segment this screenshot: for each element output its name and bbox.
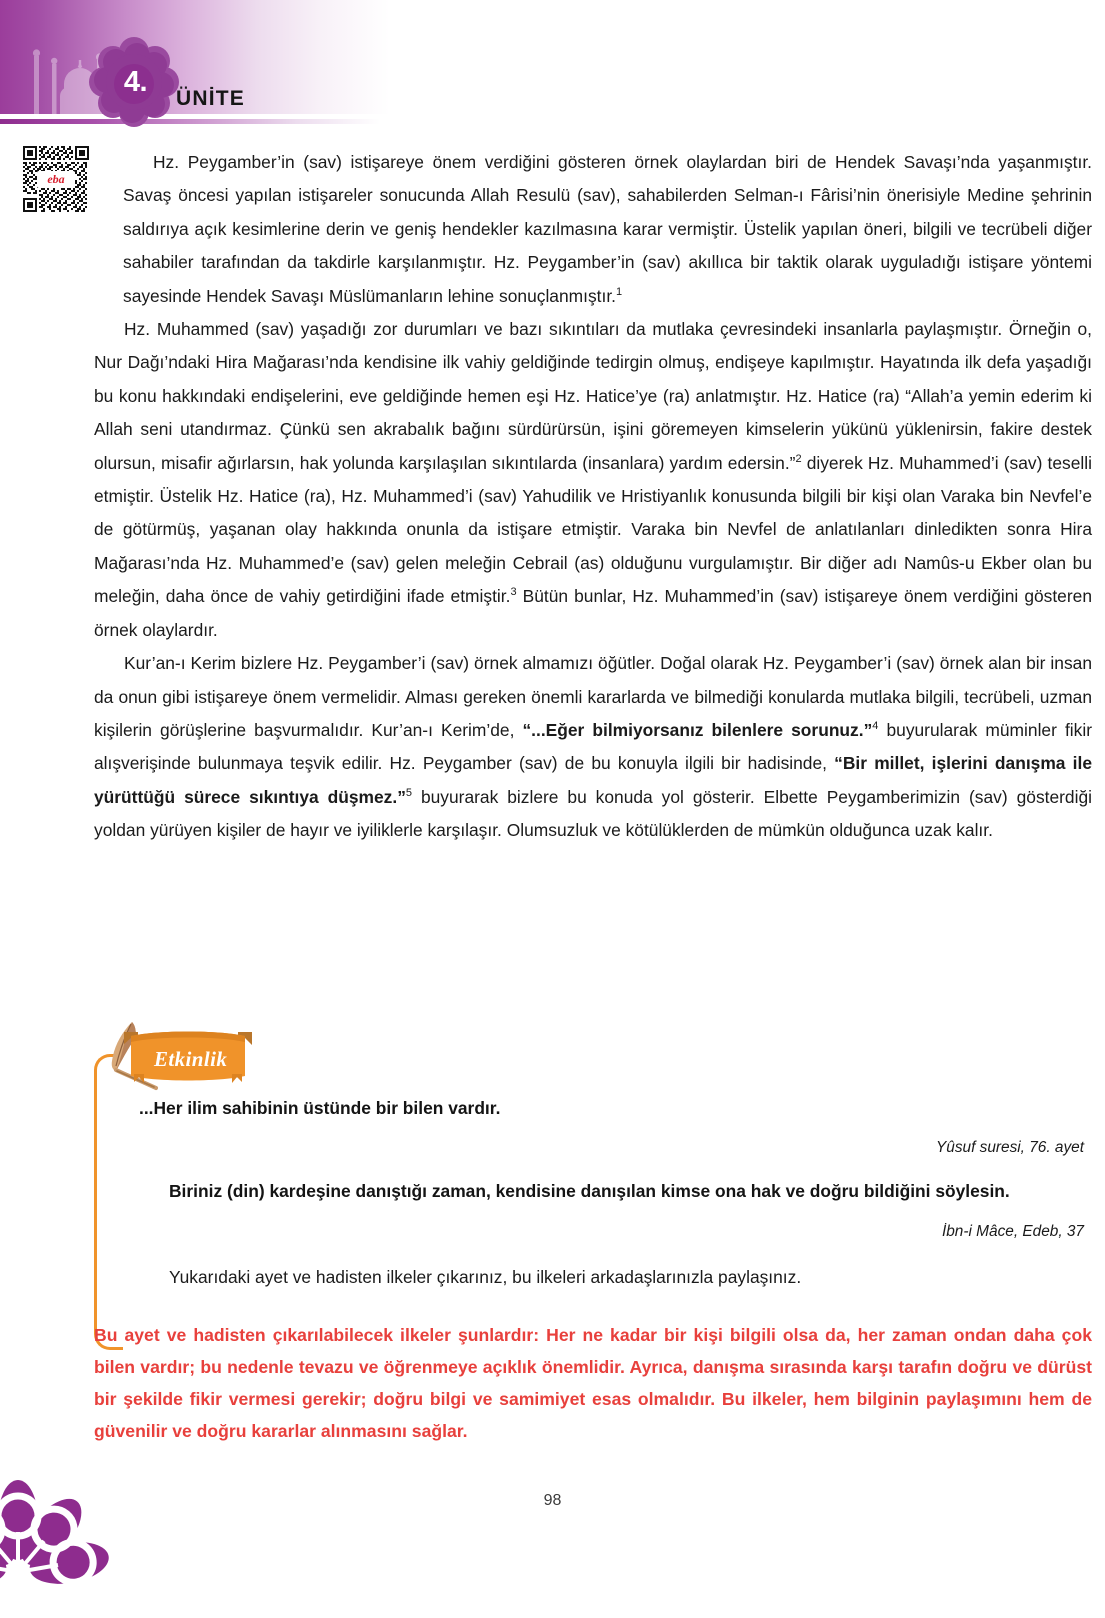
hadith-text: Biriniz (din) kardeşine danıştığı zaman, kendisine danışılan kimse ona hak ve doğru bildiğini söylesin. — [169, 1181, 1010, 1202]
unit-badge — [88, 36, 180, 128]
paragraph-2 — [94, 313, 1092, 647]
eba-logo: eba — [37, 171, 75, 188]
qr-code-icon[interactable] — [23, 146, 89, 212]
verse-source: Yûsuf suresi, 76. ayet — [936, 1139, 1084, 1157]
paragraph-3 — [94, 647, 1092, 847]
unit-number: 4. — [123, 65, 148, 98]
main-content — [94, 146, 1092, 848]
floral-rosette-icon — [0, 1442, 148, 1618]
paragraph-1 — [94, 146, 1092, 313]
footnote-ref-5: 5 — [405, 786, 413, 799]
paragraph-1-text: Hz. Peygamber’in (sav) istişareye önem verdiğini gösteren örnek olaylardan biri de Hendek Savaşı’nda yaşanmıştır. Savaş öncesi yapılan istişareler sonucunda Allah Resulü (sav), sahabilerden Selman-ı Fârisi’nin önerisiyle Medine şehrinin saldırıya açık kesimlerine derin ve geniş hendekler kazılmasına karar vermiştir. Üstelik yapılan öneri, bilgili ve tecrübeli diğer sahabiler tarafından da takdirle karşılanmıştır. Hz. Peygamber’in (sav) akıllıca bir taktik olarak uyguladığı istişare yöntemi sayesinde Hendek Savaşı Müslümanların lehine sonuçlanmıştır. — [123, 152, 1092, 306]
activity-task: Yukarıdaki ayet ve hadisten ilkeler çıkarınız, bu ilkeleri arkadaşlarınızla paylaşınız. — [169, 1266, 802, 1287]
activity-content — [139, 1092, 1092, 1294]
footnote-ref-3: 3 — [510, 586, 517, 599]
header-underline-rule — [0, 119, 380, 124]
activity-banner — [98, 1016, 278, 1092]
page-header — [0, 0, 1105, 128]
activity-banner-label: Etkinlik — [154, 1047, 228, 1071]
page-number: 98 — [543, 1492, 562, 1509]
unit-word-label: ÜNİTE — [176, 87, 245, 110]
paragraph-2-text-b: diyerek Hz. Muhammed’i (sav) teselli etmiştir. Üstelik Hz. Hatice (ra), Hz. Muhammed’i (sav) Yahudilik ve Hristiyanlık konusunda bilgili bir kişi olan Varaka bin Nevfel’e de götürmüş, yaşanan olay hakkında onunla da istişare etmiştir. Varaka bin Nevfel de anlatılanları dinledikten sonra Hira Mağarası’nda Hz. Muhammed’e (sav) gelen meleğin Cebrail (as) olduğunu vurgulamıştır. Bir diğer adı Namûs-u Ekber olan bu meleğin, daha önce de vahiy getirdiğini ifade etmiştir. — [94, 452, 1092, 607]
student-answer-text: Bu ayet ve hadisten çıkarılabilecek ilkeler şunlardır: Her ne kadar bir kişi bilgili olsa da, her zaman ondan daha çok bilen vardır; bu nedenle tevazu ve öğrenmeye açıklık önemlidir. Ayrıca, danışma sırasında karşı tarafın doğru ve dürüst bir şekilde fikir vermesi gerekir; doğru bilgi ve samimiyet esas olmalıdır. Bu ilkeler, hem bilginin paylaşımını hem de güvenilir ve doğru kararlar alınmasını sağlar. — [94, 1325, 1092, 1441]
footnote-ref-1: 1 — [616, 285, 623, 298]
paragraph-2-text-a: Hz. Muhammed (sav) yaşadığı zor durumları ve bazı sıkıntıları da mutlaka çevresindeki insanlarla paylaşmıştır. Örneğin o, Nur Dağı’ndaki Hira Mağarası’nda kendisine ilk vahiy geldiğinde tedirgin olmuş, endişeye kapılmıştır. Hayatında ilk defa yaşadığı bu konu hakkındaki endişelerini, eve geldiğinde hemen eşi Hz. Hatice’ye (ra) anlatmıştır. Hz. Hatice (ra) “Allah’a yemin ederim ki Allah seni utandırmaz. Çünkü sen akrabalık bağını sürdürürsün, işini göremeyen kimselerin yükünü yüklenirsin, fakire destek olursun, misafir ağırlarsın, hak yolunda karşılaşılan sıkıntılarda (insanlara) yardım edersin.” — [94, 319, 1092, 473]
footnote-ref-2: 2 — [795, 452, 802, 465]
quran-quote: “...Eğer bilmiyorsanız bilenlere sorunuz.” — [522, 719, 873, 740]
hadith-quote: “Bir millet, işlerini danışma ile yürüttüğü sürece sıkıntıya düşmez.” — [94, 753, 1092, 807]
verse-text: ...Her ilim sahibinin üstünde bir bilen vardır. — [139, 1098, 501, 1118]
paragraph-3-text-c: buyurarak bizlere bu konuda yol gösterir. Elbette Peygamberimizin (sav) gösterdiği yoldan yürüyen kişiler de hayır ve iyiliklerle karşılaşır. Olumsuzluk ve kötülüklerden de mümkün olduğunca uzak kalır. — [94, 786, 1093, 841]
hadith-source: İbn-i Mâce, Edeb, 37 — [941, 1222, 1084, 1240]
paragraph-3-text-b: buyurularak müminler fikir alışverişinde bulunmaya teşvik edilir. Hz. Peygamber (sav) de bu konuyla ilgili bir hadisinde, — [94, 719, 1092, 774]
activity-left-bracket — [94, 1054, 123, 1350]
paragraph-3-text-a: Kur’an-ı Kerim bizlere Hz. Peygamber’i (sav) örnek almamızı öğütler. Doğal olarak Hz. Peygamber’i (sav) örnek alan bir insan da onun gibi istişareye önem vermelidir. Alması gereken önemli kararlarda ve bilmediği konularda mutlaka bilgili, tecrübeli, uzman kişilerin görüşlerine başvurmalıdır. Kur’an-ı Kerim’de, — [94, 653, 1092, 740]
footnote-ref-4: 4 — [872, 720, 879, 733]
paragraph-2-text-c: Bütün bunlar, Hz. Muhammed’in (sav) istişareye önem verdiğini gösteren örnek olaylardır. — [94, 586, 1092, 640]
